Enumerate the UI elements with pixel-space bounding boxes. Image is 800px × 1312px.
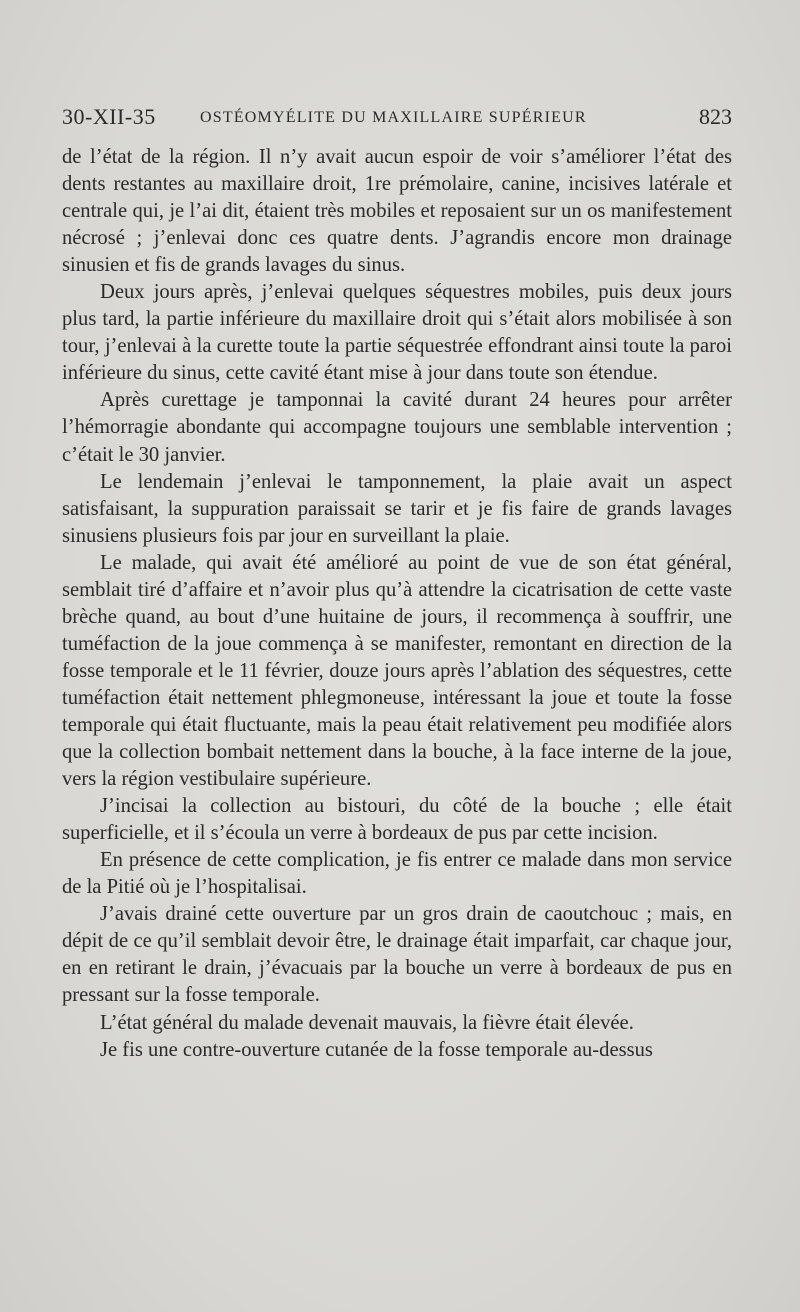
paragraph: Le malade, qui avait été amélioré au point de vue de son état général, semblait tiré d’affaire et n’avoir plus qu’à attendre la cicatrisation de cette vaste brèche quand, au bout d’une huitaine de jours, il recommença à souffrir, une tuméfaction de la joue commença à se manifester, remontant en direction de la fosse temporale et le 11 février, douze jours après l’ablation des séquestres, cette tuméfaction était nettement phlegmoneuse, intéressant la joue et toute la fosse temporale qui était fluctuante, mais la peau était relativement peu modifiée alors que la collection bombait nettement dans la bouche, à la face interne de la joue, vers la région vestibulaire supérieure. xyxy=(62,551,732,791)
paragraph: Après curettage je tamponnai la cavité durant 24 heures pour arrêter l’hémorragie abondante qui accompagne toujours une semblable intervention ; c’était le 30 janvier. xyxy=(62,389,732,466)
paragraph: de l’état de la région. Il n’y avait aucun espoir de voir s’améliorer l’état des dents restantes au maxillaire droit, 1re prémolaire, canine, incisives latérale et centrale qui, je l’ai dit, étaient très mobiles et reposaient sur un os manifestement nécrosé ; j’enlevai donc ces quatre dents. J’agrandis encore mon drainage sinusien et fis de grands lavages du sinus. xyxy=(62,146,732,277)
page-number: 823 xyxy=(699,104,732,129)
paragraph: Deux jours après, j’enlevai quelques séquestres mobiles, puis deux jours plus tard, la partie inférieure du maxillaire droit qui s’était alors mobilisée à son tour, j’enlevai à la curette toute la partie séquestrée effondrant ainsi toute la paroi inférieure du sinus, cette cavité étant mise à jour dans toute son étendue. xyxy=(62,281,732,385)
paragraph: J’avais drainé cette ouverture par un gros drain de caoutchouc ; mais, en dépit de ce qu’il semblait devoir être, le drainage était imparfait, car chaque jour, en en retirant le drain, j’évacuais par la bouche un verre à bordeaux de pus en pressant sur la fosse temporale. xyxy=(62,903,732,1007)
header-date: 30-XII-35 xyxy=(62,104,156,129)
running-header xyxy=(62,104,732,136)
header-title: OSTÉOMYÉLITE DU MAXILLAIRE SUPÉRIEUR xyxy=(200,109,587,126)
paragraph: L’état général du malade devenait mauvais, la fièvre était élevée. xyxy=(100,1011,634,1034)
paragraph: Je fis une contre-ouverture cutanée de la fosse temporale au-dessus xyxy=(100,1038,653,1061)
page-body xyxy=(62,144,732,1064)
paragraph: Le lendemain j’enlevai le tamponnement, la plaie avait un aspect satisfaisant, la suppuration paraissait se tarir et je fis faire de grands lavages sinusiens plusieurs fois par jour en surveillant la plaie. xyxy=(62,470,732,547)
paragraph: J’incisai la collection au bistouri, du côté de la bouche ; elle était superficielle, et il s’écoula un verre à bordeaux de pus par cette incision. xyxy=(62,795,732,845)
paragraph: En présence de cette complication, je fis entrer ce malade dans mon service de la Pitié où je l’hospitalisai. xyxy=(62,849,732,899)
